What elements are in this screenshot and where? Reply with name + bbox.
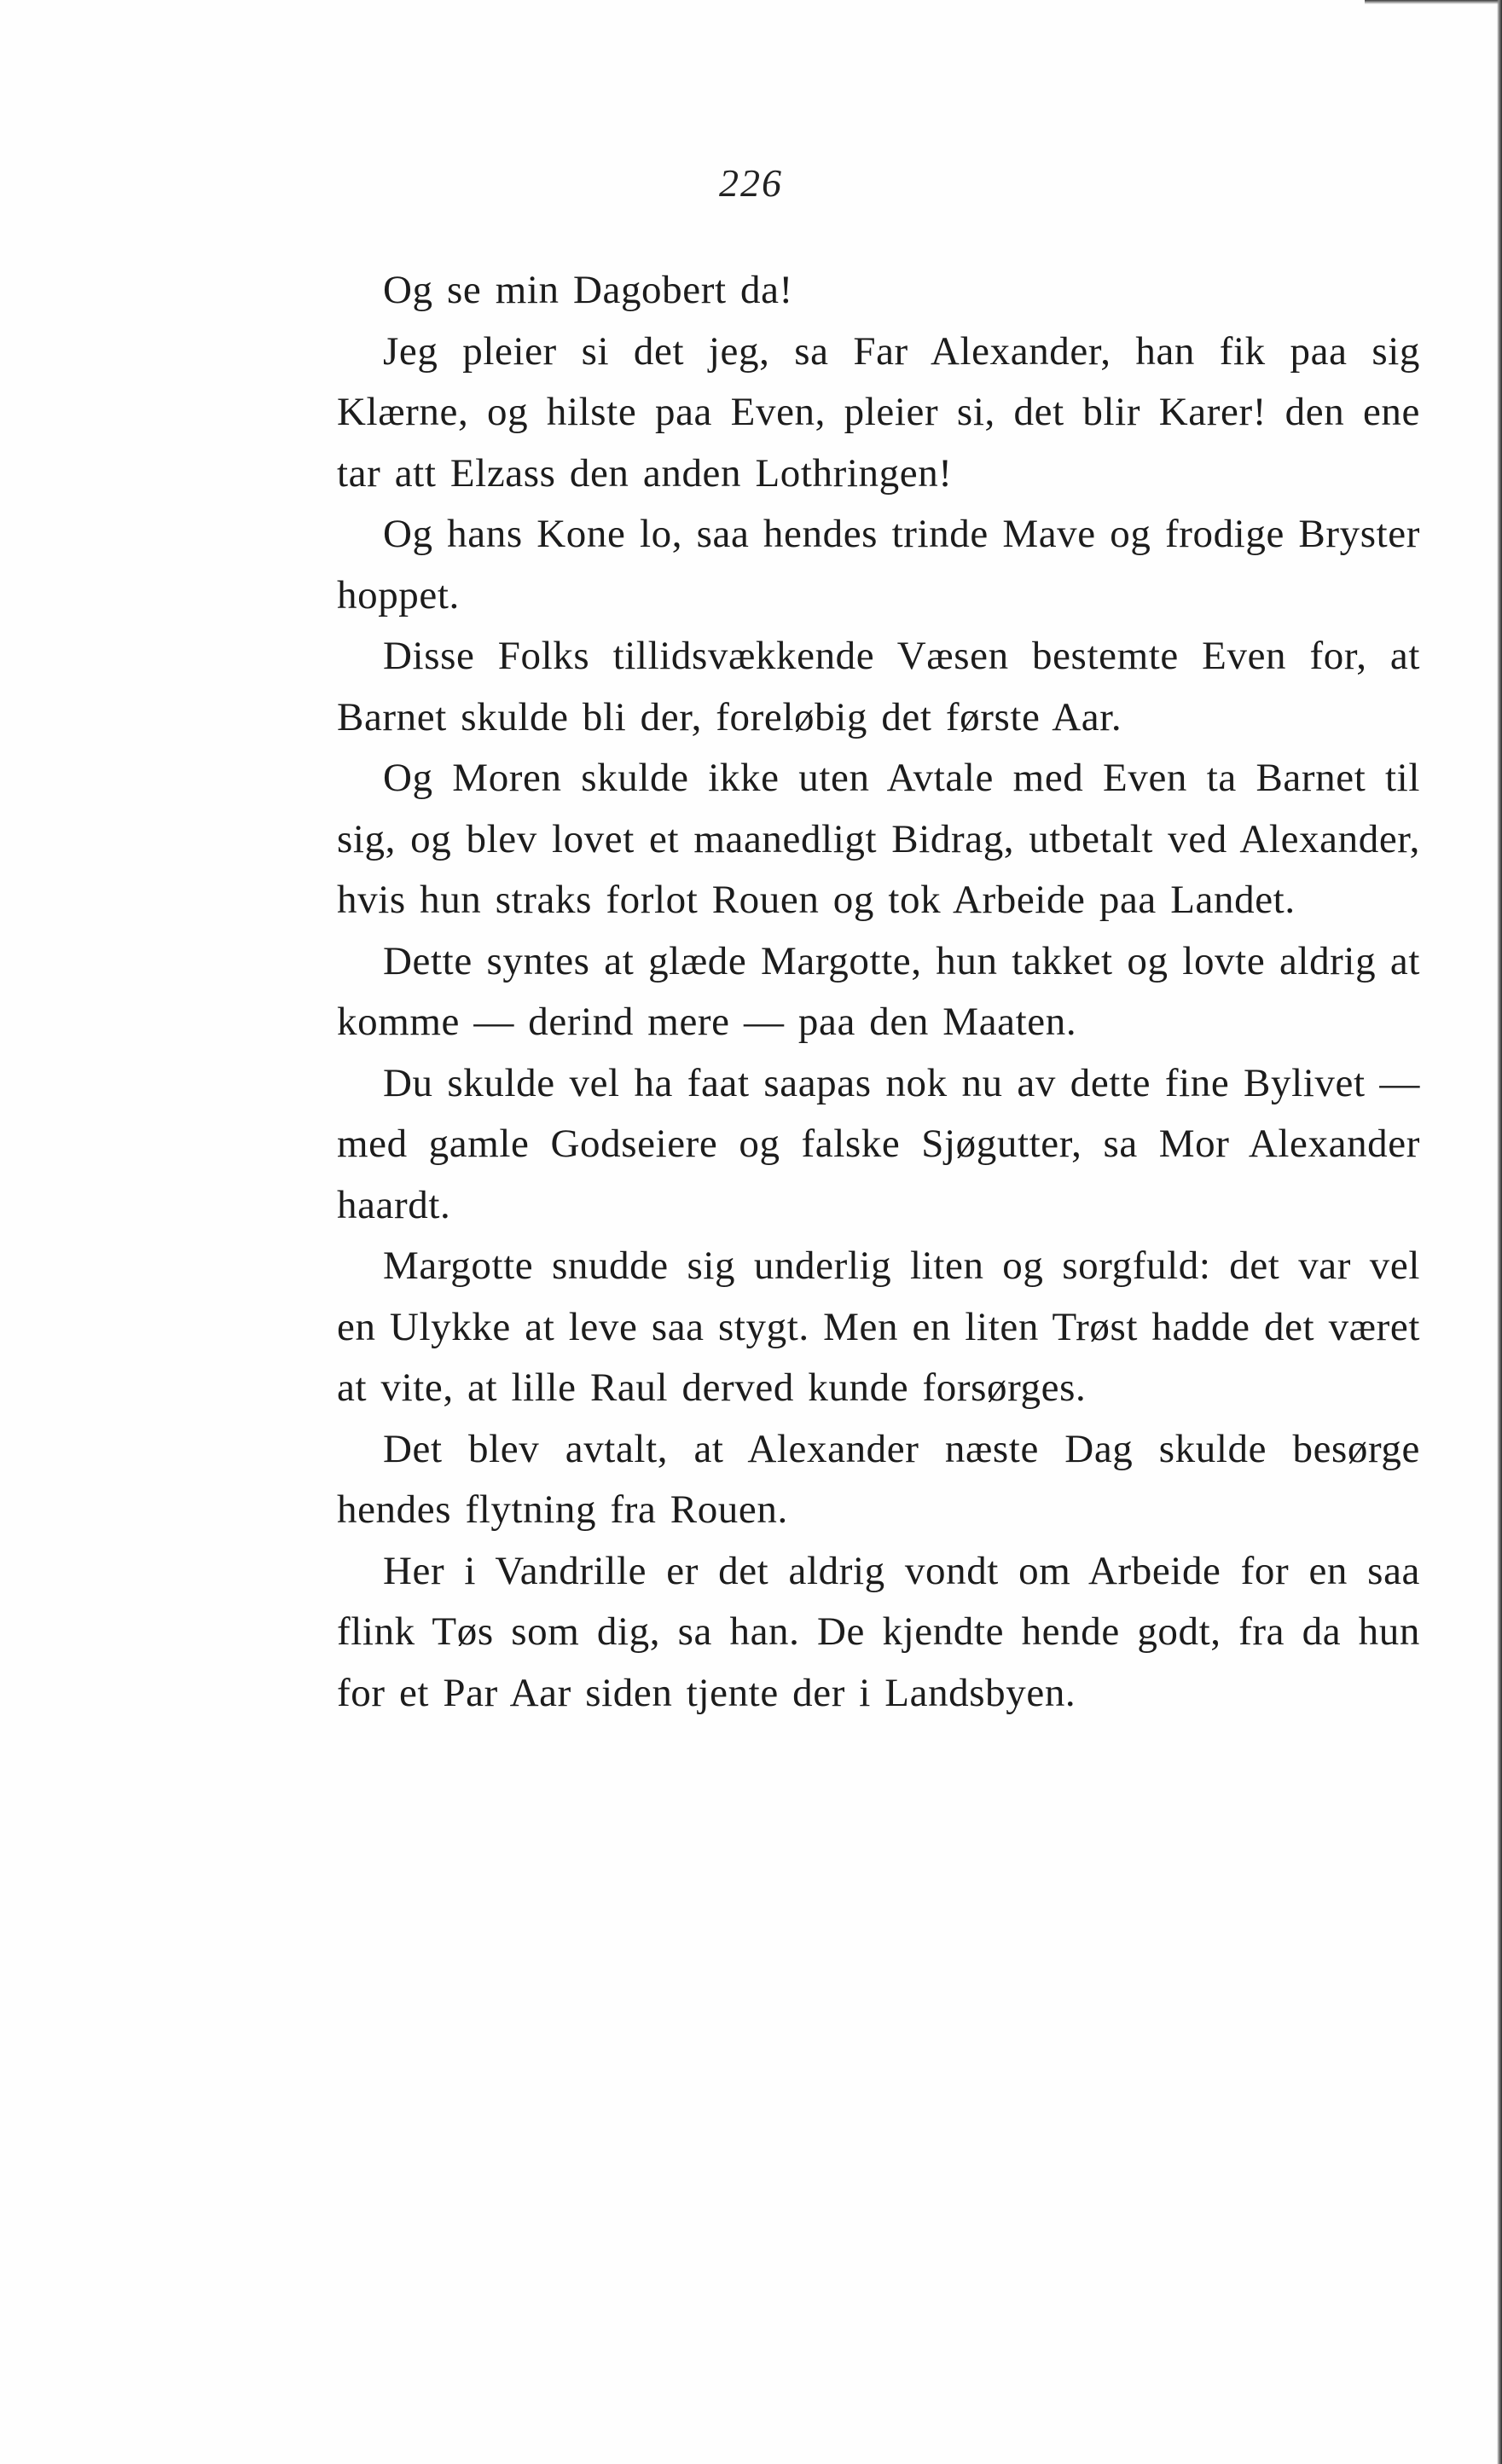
paragraph: Margotte snudde sig underlig liten og sorgfuld: det var vel en Ulykke at leve saa stygt. Men en liten Trøst hadde det været at vite, at lille Raul derved kunde forsørges.	[337, 1244, 1420, 1410]
paragraph: Og hans Kone lo, saa hendes trinde Mave og frodige Bryster hoppet.	[337, 512, 1420, 617]
scan-edge-right	[1497, 0, 1502, 2464]
paragraph: Du skulde vel ha faat saapas nok nu av dette fine Bylivet — med gamle Godseiere og falske Sjøgutter, sa Mor Alexander haardt.	[337, 1060, 1420, 1227]
paragraph: Og se min Dagobert da!	[383, 268, 793, 312]
paragraph: Disse Folks tillidsvækkende Væsen bestemte Even for, at Barnet skulde bli der, foreløbig det første Aar.	[337, 634, 1420, 739]
scan-edge-top	[1365, 0, 1502, 4]
body-text	[337, 260, 1420, 1724]
paragraph: Det blev avtalt, at Alexander næste Dag skulde besørge hendes flytning fra Rouen.	[337, 1426, 1420, 1532]
paragraph: Og Moren skulde ikke uten Avtale med Even ta Barnet til sig, og blev lovet et maanedligt Bidrag, utbetalt ved Alexander, hvis hun straks forlot Rouen og tok Arbeide paa Landet.	[337, 756, 1420, 922]
page-number: 226	[719, 161, 783, 205]
paragraph: Her i Vandrille er det aldrig vondt om Arbeide for en saa flink Tøs som dig, sa han. De kjendte hende godt, fra da hun for et Par Aar siden tjente der i Landsbyen.	[337, 1548, 1420, 1715]
paragraph: Dette syntes at glæde Margotte, hun takket og lovte aldrig at komme — derind mere — paa den Maaten.	[337, 938, 1420, 1044]
paragraph: Jeg pleier si det jeg, sa Far Alexander, han fik paa sig Klærne, og hilste paa Even, pleier si, det blir Karer! den ene tar att Elzass den anden Lothringen!	[337, 328, 1420, 496]
